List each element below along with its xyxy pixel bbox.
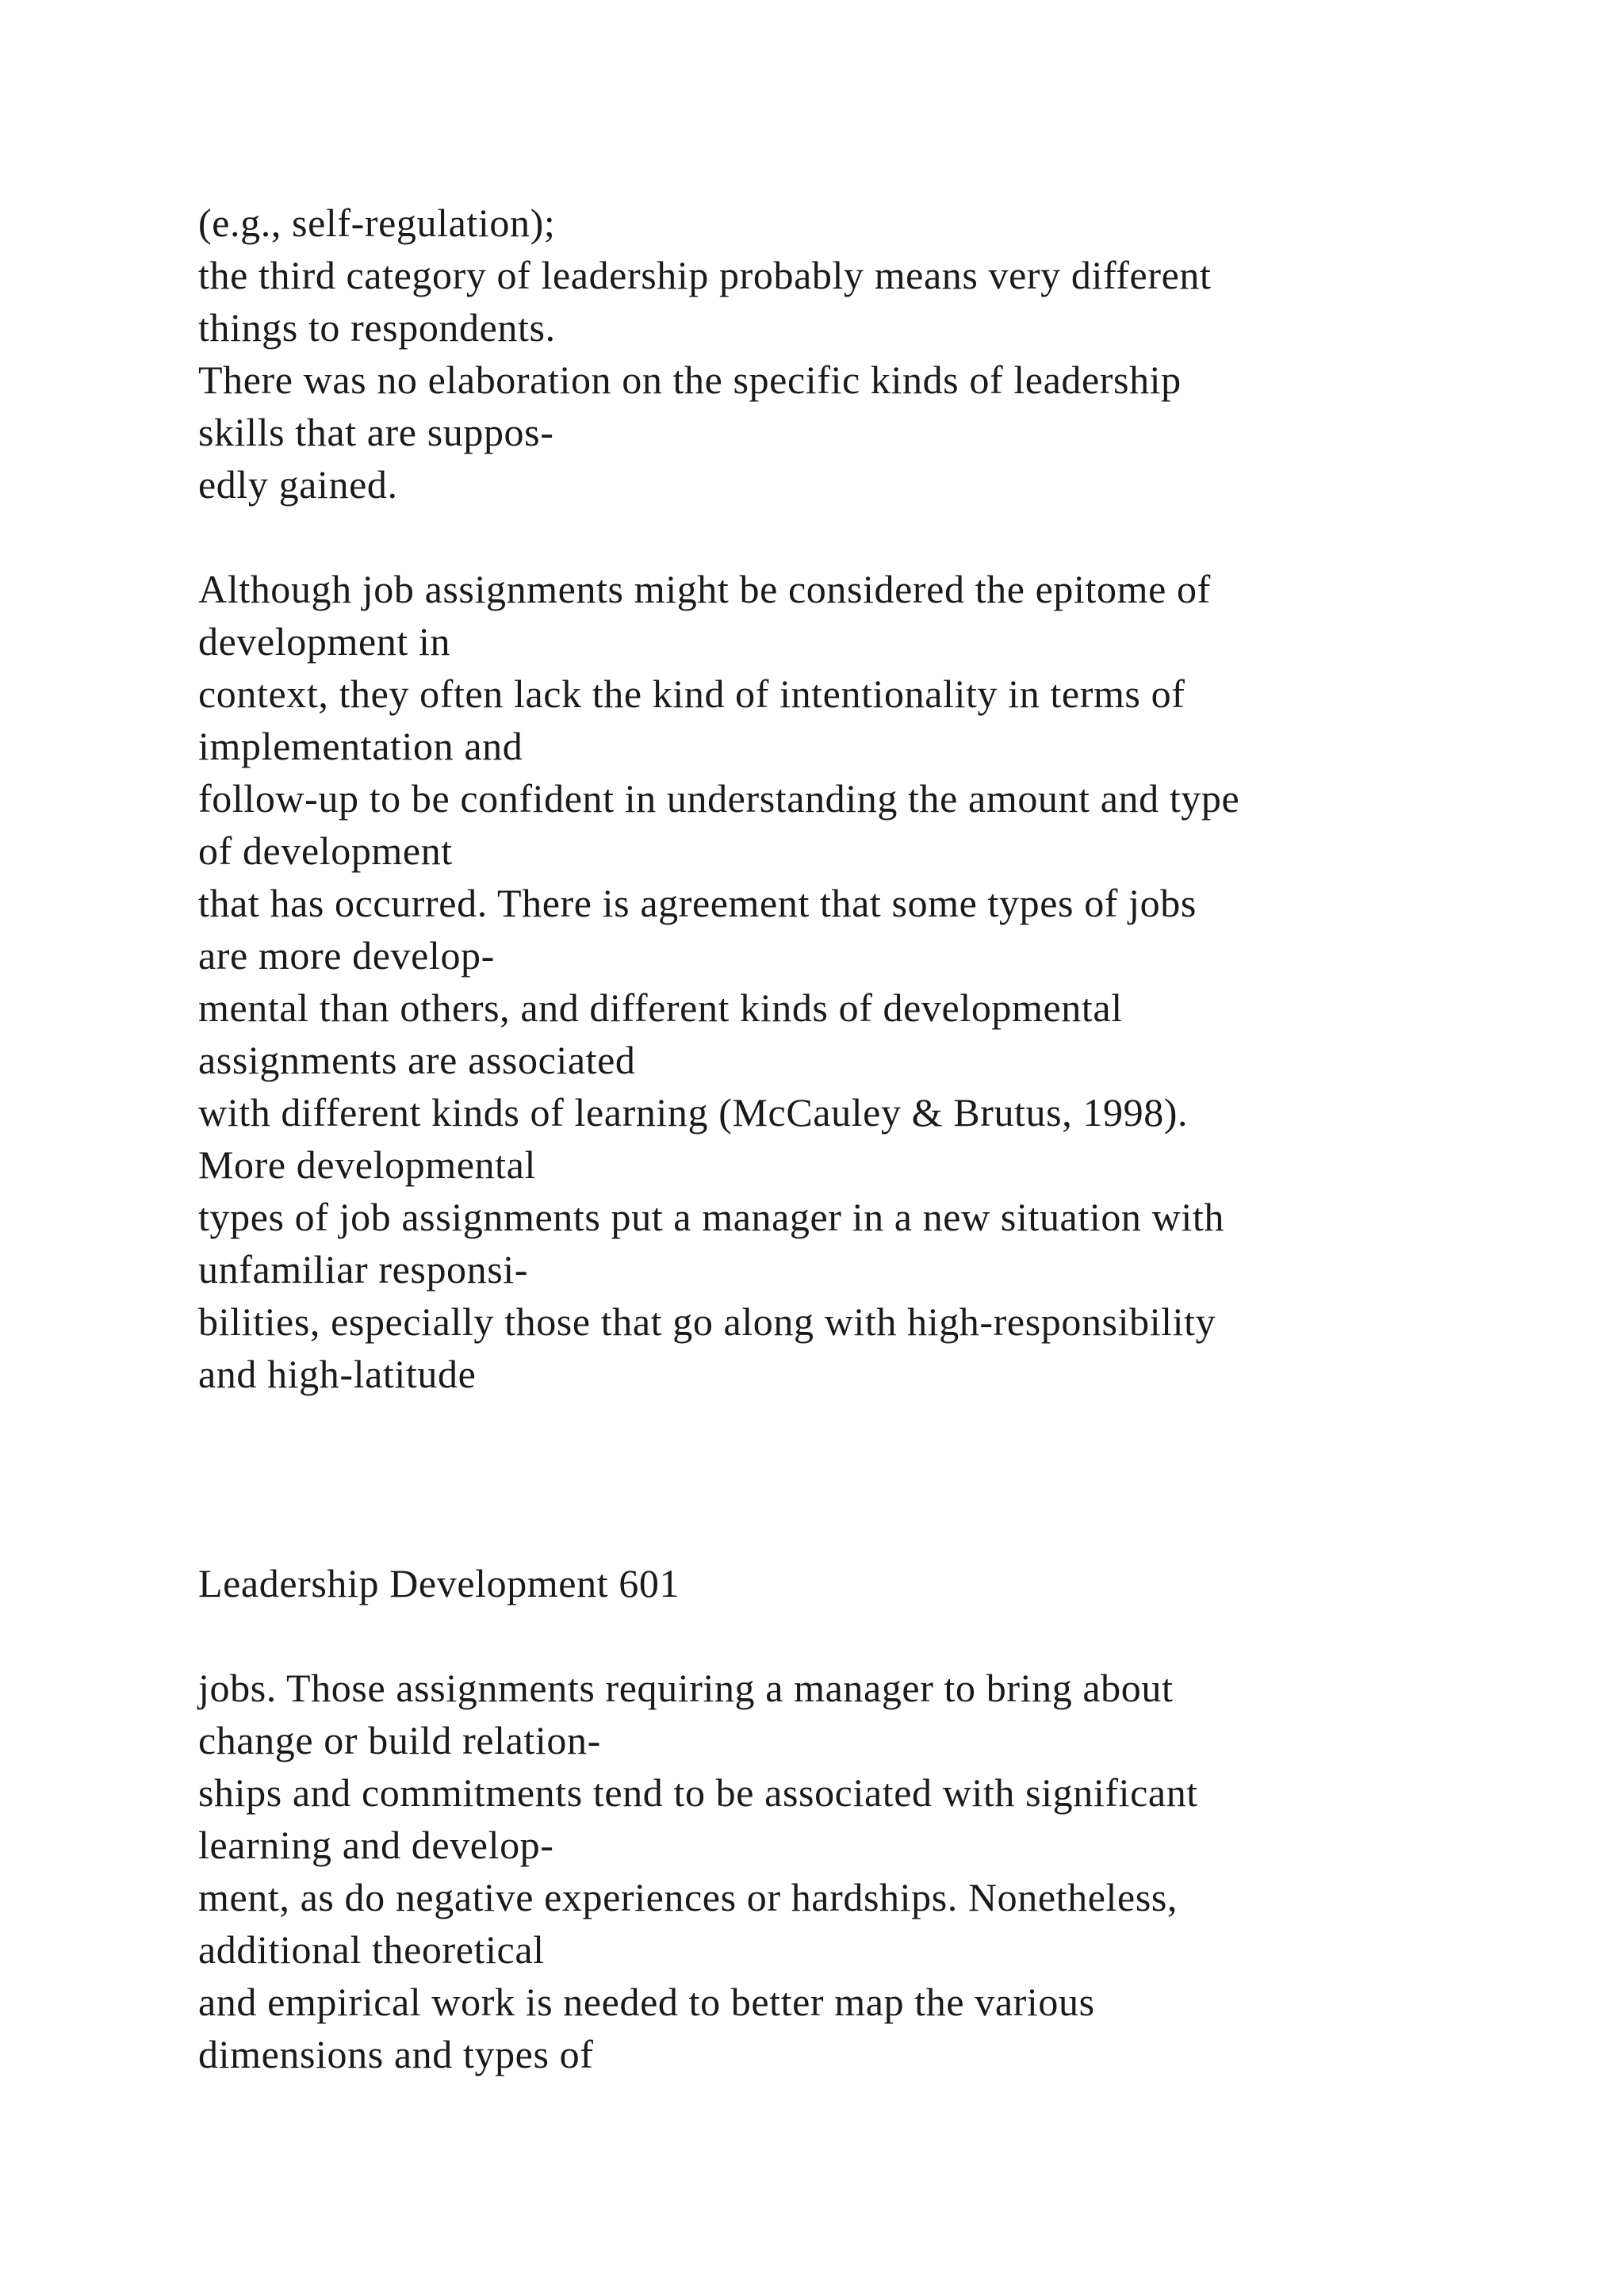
text-line: development in <box>198 619 451 664</box>
text-line: and empirical work is needed to better map the various <box>198 1980 1095 2024</box>
text-line: mental than others, and different kinds of developmental <box>198 985 1123 1030</box>
paragraph-self-regulation <box>198 197 1562 511</box>
text-line: dimensions and types of <box>198 2032 594 2076</box>
text-line: bilities, especially those that go along with high-responsibility <box>198 1299 1216 1344</box>
text-line: that has occurred. There is agreement that some types of jobs <box>198 881 1197 925</box>
text-line: implementation and <box>198 724 523 768</box>
text-line: things to respondents. <box>198 305 556 350</box>
text-line: of development <box>198 828 453 873</box>
text-line: are more develop- <box>198 933 495 978</box>
paragraph-relationships <box>198 1662 1562 2080</box>
text-line: More developmental <box>198 1142 536 1187</box>
text-line: learning and develop- <box>198 1823 554 1867</box>
text-line: change or build relation- <box>198 1718 601 1762</box>
text-line: ment, as do negative experiences or hardships. Nonetheless, <box>198 1875 1178 1919</box>
text-line: and high-latitude <box>198 1352 477 1396</box>
text-line: Although job assignments might be considered the epitome of <box>198 567 1211 611</box>
text-line: context, they often lack the kind of intentionality in terms of <box>198 672 1185 716</box>
text-line: There was no elaboration on the specific kinds of leadership <box>198 358 1182 402</box>
running-head-text: Leadership Development 601 <box>198 1561 680 1605</box>
running-head <box>198 1557 1562 1609</box>
text-line: ships and commitments tend to be associated with significant <box>198 1770 1198 1815</box>
paragraph-job-assignments <box>198 563 1562 1400</box>
text-line: unfamiliar responsi- <box>198 1247 529 1292</box>
text-line: edly gained. <box>198 462 398 507</box>
text-line: follow-up to be confident in understanding the amount and type <box>198 776 1240 821</box>
text-line: additional theoretical <box>198 1927 545 1972</box>
text-line: types of job assignments put a manager in a new situation with <box>198 1195 1224 1239</box>
text-line: skills that are suppos- <box>198 410 554 454</box>
text-line: with different kinds of learning (McCauley & Brutus, 1998). <box>198 1090 1189 1135</box>
text-line: (e.g., self-regulation); <box>198 201 556 245</box>
text-line: the third category of leadership probably means very different <box>198 253 1212 297</box>
text-line: jobs. Those assignments requiring a manager to bring about <box>198 1666 1174 1710</box>
text-line: assignments are associated <box>198 1038 636 1082</box>
